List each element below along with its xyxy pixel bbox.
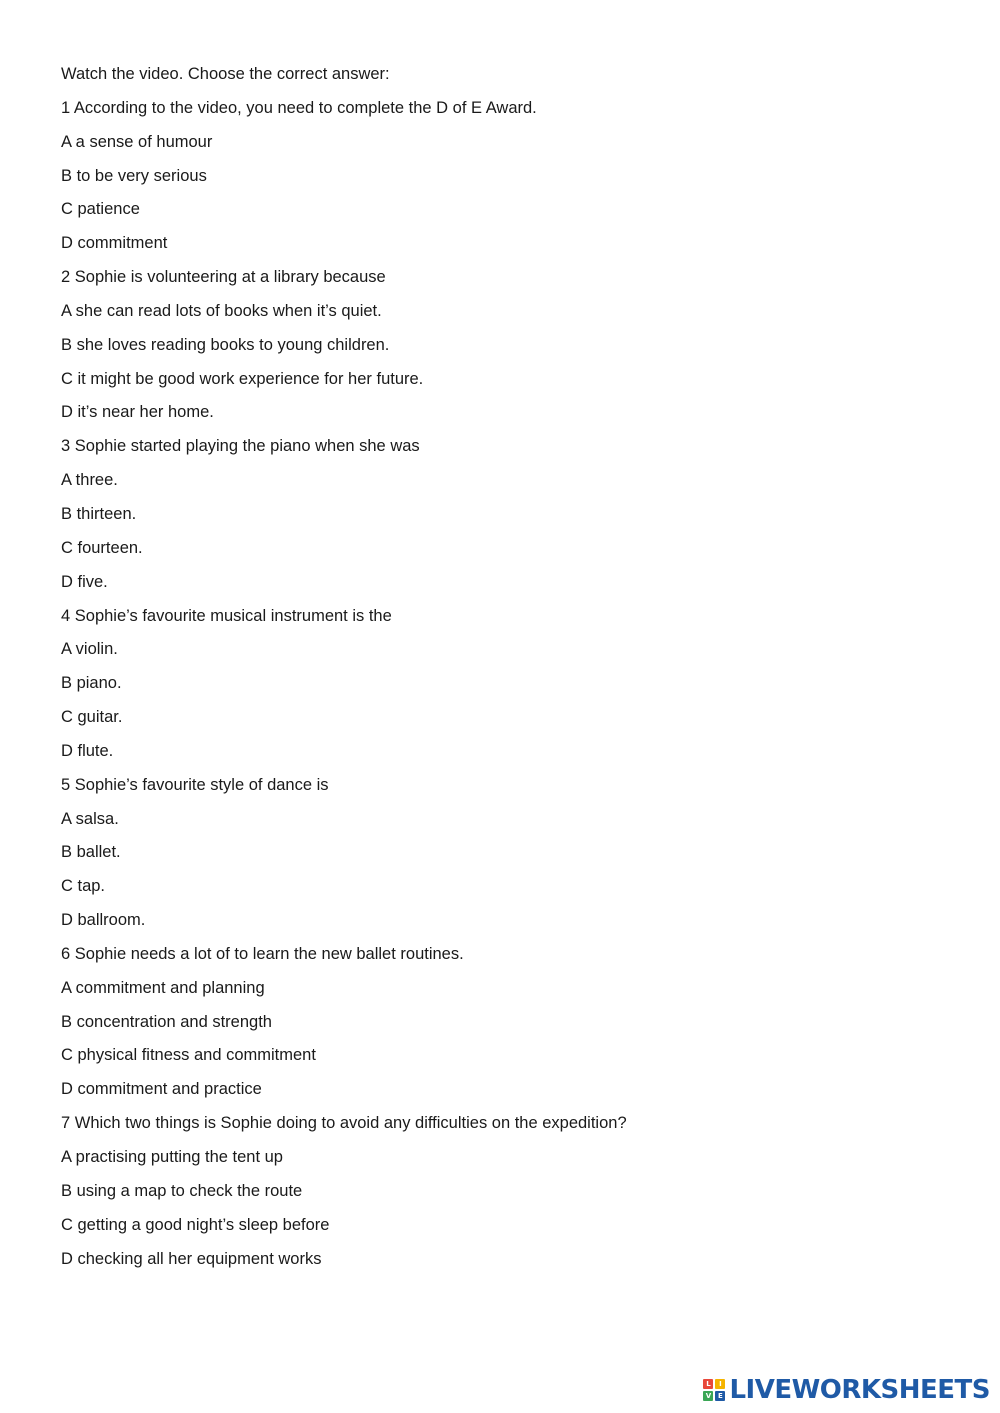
liveworksheets-logo <box>703 1373 990 1407</box>
question-1 <box>61 92 961 261</box>
question-prompt: 4 Sophie’s favourite musical instrument is the <box>61 606 392 625</box>
answer-option[interactable]: D flute. <box>61 741 114 760</box>
question-4 <box>61 600 961 769</box>
question-2 <box>61 261 961 430</box>
answer-option[interactable]: C guitar. <box>61 708 123 727</box>
answer-option[interactable]: D checking all her equipment works <box>61 1249 322 1268</box>
logo-mark-icon <box>703 1379 725 1401</box>
question-prompt: 7 Which two things is Sophie doing to avoid any difficulties on the expedition? <box>61 1114 627 1133</box>
logo-mark-cell: V <box>703 1391 713 1401</box>
answer-option[interactable]: C getting a good night’s sleep before <box>61 1215 330 1234</box>
answer-option[interactable]: A three. <box>61 471 118 490</box>
answer-option[interactable]: A a sense of humour <box>61 132 213 151</box>
answer-option[interactable]: C patience <box>61 200 140 219</box>
question-7 <box>61 1107 961 1276</box>
answer-option[interactable]: A she can read lots of books when it’s quiet. <box>61 301 382 320</box>
answer-option[interactable]: D commitment and practice <box>61 1080 262 1099</box>
answer-option[interactable]: B ballet. <box>61 843 121 862</box>
answer-option[interactable]: B piano. <box>61 674 122 693</box>
answer-option[interactable]: D commitment <box>61 234 168 253</box>
question-prompt: 3 Sophie started playing the piano when she was <box>61 437 420 456</box>
question-3 <box>61 430 961 599</box>
question-prompt: 1 According to the video, you need to complete the D of E Award. <box>61 98 537 117</box>
question-5 <box>61 769 961 938</box>
answer-option[interactable]: C it might be good work experience for her future. <box>61 369 424 388</box>
answer-option[interactable]: B she loves reading books to young children. <box>61 335 390 354</box>
answer-option[interactable]: D it’s near her home. <box>61 403 214 422</box>
logo-mark-cell: I <box>715 1379 725 1389</box>
answer-option[interactable]: B to be very serious <box>61 166 207 185</box>
question-prompt: 6 Sophie needs a lot of to learn the new ballet routines. <box>61 944 464 963</box>
answer-option[interactable]: C physical fitness and commitment <box>61 1046 316 1065</box>
question-prompt: 5 Sophie’s favourite style of dance is <box>61 775 329 794</box>
answer-option[interactable]: A salsa. <box>61 809 119 828</box>
answer-option[interactable]: A practising putting the tent up <box>61 1148 283 1166</box>
answer-option[interactable]: D ballroom. <box>61 911 146 930</box>
answer-option[interactable]: D five. <box>61 572 108 591</box>
answer-option[interactable]: C fourteen. <box>61 538 143 557</box>
question-6 <box>61 938 961 1107</box>
answer-option[interactable]: C tap. <box>61 877 106 896</box>
question-prompt: 2 Sophie is volunteering at a library because <box>61 268 386 287</box>
answer-option[interactable]: B concentration and strength <box>61 1012 272 1031</box>
answer-option[interactable]: A violin. <box>61 640 118 659</box>
answer-option[interactable]: B thirteen. <box>61 504 137 523</box>
logo-text: LIVEWORKSHEETS <box>729 1375 990 1405</box>
logo-mark-cell: L <box>703 1379 713 1389</box>
answer-option[interactable]: B using a map to check the route <box>61 1181 303 1200</box>
worksheet <box>61 58 961 1276</box>
instructions: Watch the video. Choose the correct answer: <box>61 65 390 83</box>
answer-option[interactable]: A commitment and planning <box>61 978 265 997</box>
logo-mark-cell: E <box>715 1391 725 1401</box>
